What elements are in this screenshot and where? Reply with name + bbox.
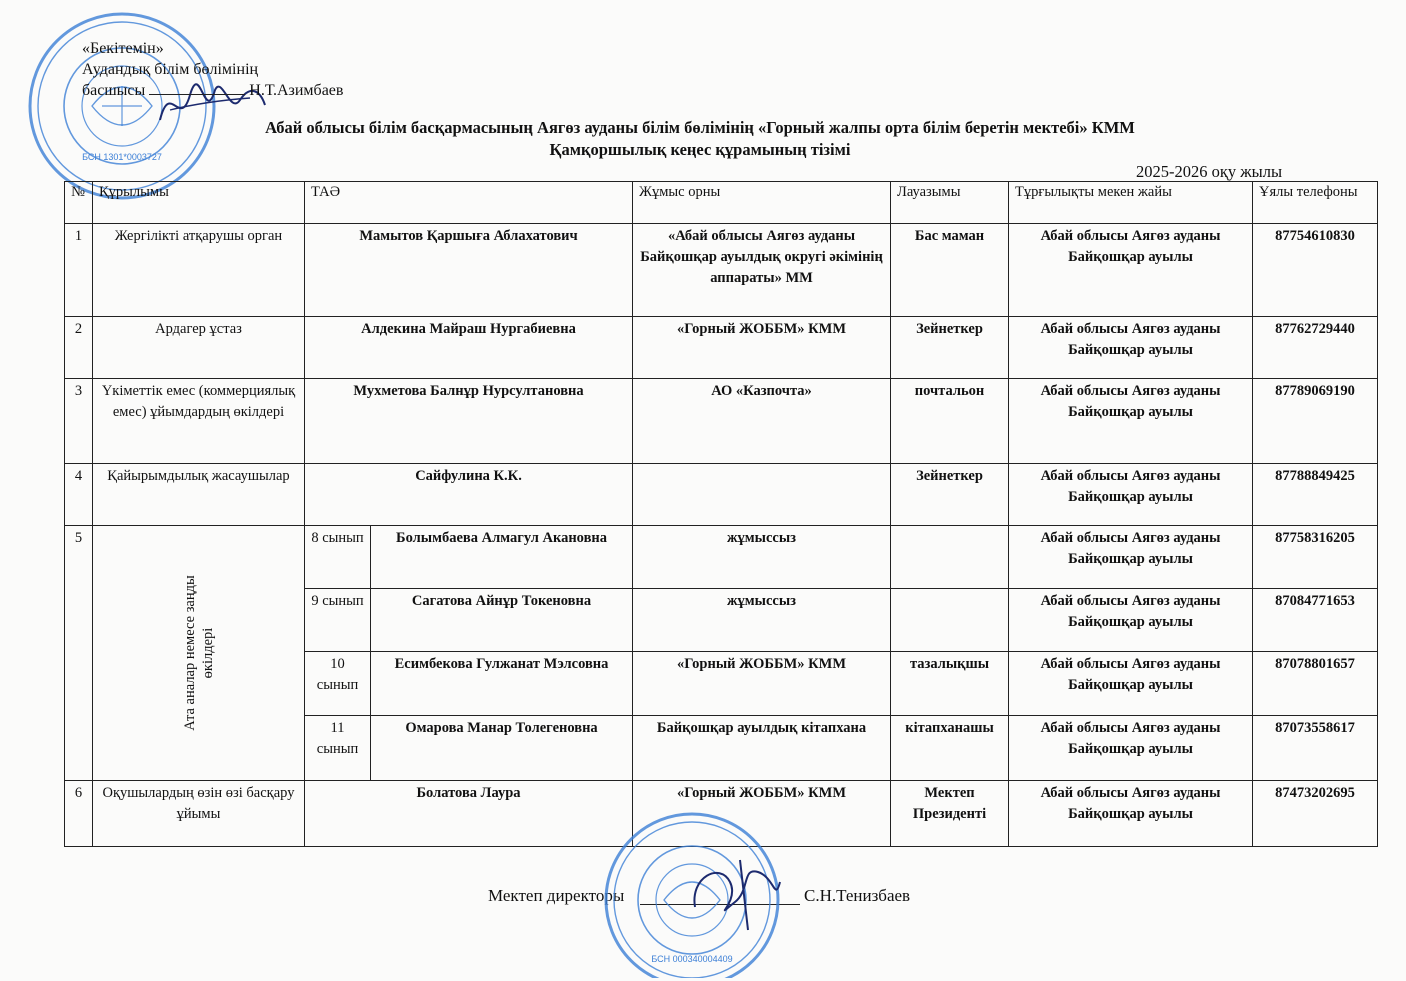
row-num: 5 — [65, 526, 93, 781]
approval-signatory — [82, 80, 343, 101]
row-phone: 87754610830 — [1253, 224, 1378, 317]
approval-heading: «Бекітемін» — [82, 40, 164, 57]
row-workplace: «Горный ЖОББМ» КММ — [633, 781, 891, 847]
director-name: С.Н.Тенизбаев — [804, 886, 911, 905]
signature-bottom — [680, 852, 790, 932]
row-workplace: жұмыссыз — [633, 526, 891, 589]
row-workplace: «Горный ЖОББМ» КММ — [633, 317, 891, 379]
row-position — [891, 589, 1009, 652]
row-name: Сайфулина К.К. — [305, 464, 633, 526]
table-row-parents — [65, 526, 1378, 589]
row-name: Есимбекова Гулжанат Мэлсовна — [371, 652, 633, 715]
row-name: Болатова Лаура — [305, 781, 633, 847]
row-position: Бас маман — [891, 224, 1009, 317]
row-structure: Үкіметтік емес (коммерциялық емес) ұйымдардың өкілдері — [93, 379, 305, 464]
header-position: Лауазымы — [891, 182, 1009, 224]
table-row — [65, 224, 1378, 317]
table-row — [65, 379, 1378, 464]
signature-line — [149, 94, 245, 95]
row-num: 6 — [65, 781, 93, 847]
table-row — [65, 317, 1378, 379]
row-phone: 87762729440 — [1253, 317, 1378, 379]
row-workplace: Байқошқар ауылдық кітапхана — [633, 715, 891, 780]
stamp-bottom-bin: БСН 000340004409 — [651, 954, 733, 964]
row-position: Зейнеткер — [891, 464, 1009, 526]
row-workplace: «Абай облысы Аягөз ауданы Байқошқар ауылдық округі әкімінің аппараты» ММ — [633, 224, 891, 317]
row-phone: 87758316205 — [1253, 526, 1378, 589]
row-name: Омарова Манар Толегеновна — [371, 715, 633, 780]
row-name: Сагатова Айнұр Токеновна — [371, 589, 633, 652]
row-address: Абай облысы Аягөз ауданы Байқошқар ауылы — [1009, 224, 1253, 317]
header-address: Тұрғылықты мекен жайы — [1009, 182, 1253, 224]
document-subtitle: Қамқоршылық кеңес құрамының тізімі — [549, 140, 851, 159]
row-workplace: «Горный ЖОББМ» КММ — [633, 652, 891, 715]
row-phone: 87084771653 — [1253, 589, 1378, 652]
row-position — [891, 526, 1009, 589]
row-grade: 10 сынып — [305, 652, 371, 715]
row-position: кітапханашы — [891, 715, 1009, 780]
table-header-row — [65, 182, 1378, 224]
row-grade: 8 сынып — [305, 526, 371, 589]
row-address: Абай облысы Аягөз ауданы Байқошқар ауылы — [1009, 317, 1253, 379]
row-grade: 11 сынып — [305, 715, 371, 780]
approval-block — [82, 38, 343, 101]
row-workplace — [633, 464, 891, 526]
header-structure: Құрылымы — [93, 182, 305, 224]
stamp-top-bin: БСН 1301*0003727 — [82, 152, 162, 162]
row-address: Абай облысы Аягөз ауданы Байқошқар ауылы — [1009, 464, 1253, 526]
row-address: Абай облысы Аягөз ауданы Байқошқар ауылы — [1009, 715, 1253, 780]
header-phone: Ұялы телефоны — [1253, 182, 1378, 224]
director-role: Мектеп директоры — [488, 886, 625, 905]
row-name: Мухметова Балнұр Нурсултановна — [305, 379, 633, 464]
row-position: тазалықшы — [891, 652, 1009, 715]
row-position: Мектеп Президенті — [891, 781, 1009, 847]
row-structure: Қайырымдылық жасаушылар — [93, 464, 305, 526]
approval-department: Аудандық білім бөлімінің — [82, 61, 259, 78]
row-workplace: АО «Казпочта» — [633, 379, 891, 464]
row-address: Абай облысы Аягөз ауданы Байқошқар ауылы — [1009, 589, 1253, 652]
row-structure: Жергілікті атқарушы орган — [93, 224, 305, 317]
table-row — [65, 464, 1378, 526]
header-workplace: Жұмыс орны — [633, 182, 891, 224]
row-address: Абай облысы Аягөз ауданы Байқошқар ауылы — [1009, 652, 1253, 715]
header-name: ТАӘ — [305, 182, 633, 224]
board-members-table — [64, 181, 1378, 847]
row-num: 4 — [65, 464, 93, 526]
row-structure-vertical — [93, 526, 305, 781]
row-workplace: жұмыссыз — [633, 589, 891, 652]
row-structure: Оқушылардың өзін өзі басқару ұйымы — [93, 781, 305, 847]
row-name: Болымбаева Алмагул Акановна — [371, 526, 633, 589]
row-address: Абай облысы Аягөз ауданы Байқошқар ауылы — [1009, 526, 1253, 589]
row-phone: 87073558617 — [1253, 715, 1378, 780]
row-position: Зейнеткер — [891, 317, 1009, 379]
row-name: Мамытов Қаршыға Аблахатович — [305, 224, 633, 317]
row-name: Алдекина Майраш Нургабиевна — [305, 317, 633, 379]
document-title: Абай облысы білім басқармасының Аягөз ауданы білім бөлімінің «Горный жалпы орта білім беретін мектебі» КММ — [265, 118, 1135, 137]
academic-year: 2025-2026 оқу жылы — [1136, 162, 1283, 181]
row-grade: 9 сынып — [305, 589, 371, 652]
row-address: Абай облысы Аягөз ауданы Байқошқар ауылы — [1009, 781, 1253, 847]
row-address: Абай облысы Аягөз ауданы Байқошқар ауылы — [1009, 379, 1253, 464]
header-num: № — [65, 182, 93, 224]
row-phone: 87078801657 — [1253, 652, 1378, 715]
row-phone: 87788849425 — [1253, 464, 1378, 526]
approval-role: басшысы — [82, 82, 146, 99]
row-structure: Ардагер ұстаз — [93, 317, 305, 379]
row-num: 2 — [65, 317, 93, 379]
row-phone: 87473202695 — [1253, 781, 1378, 847]
approval-name: Н.Т.Азимбаев — [249, 82, 344, 99]
parents-structure-label: Ата аналар немесе заңды өкілдері — [181, 575, 216, 731]
row-position: почтальон — [891, 379, 1009, 464]
row-num: 1 — [65, 224, 93, 317]
row-phone: 87789069190 — [1253, 379, 1378, 464]
row-num: 3 — [65, 379, 93, 464]
